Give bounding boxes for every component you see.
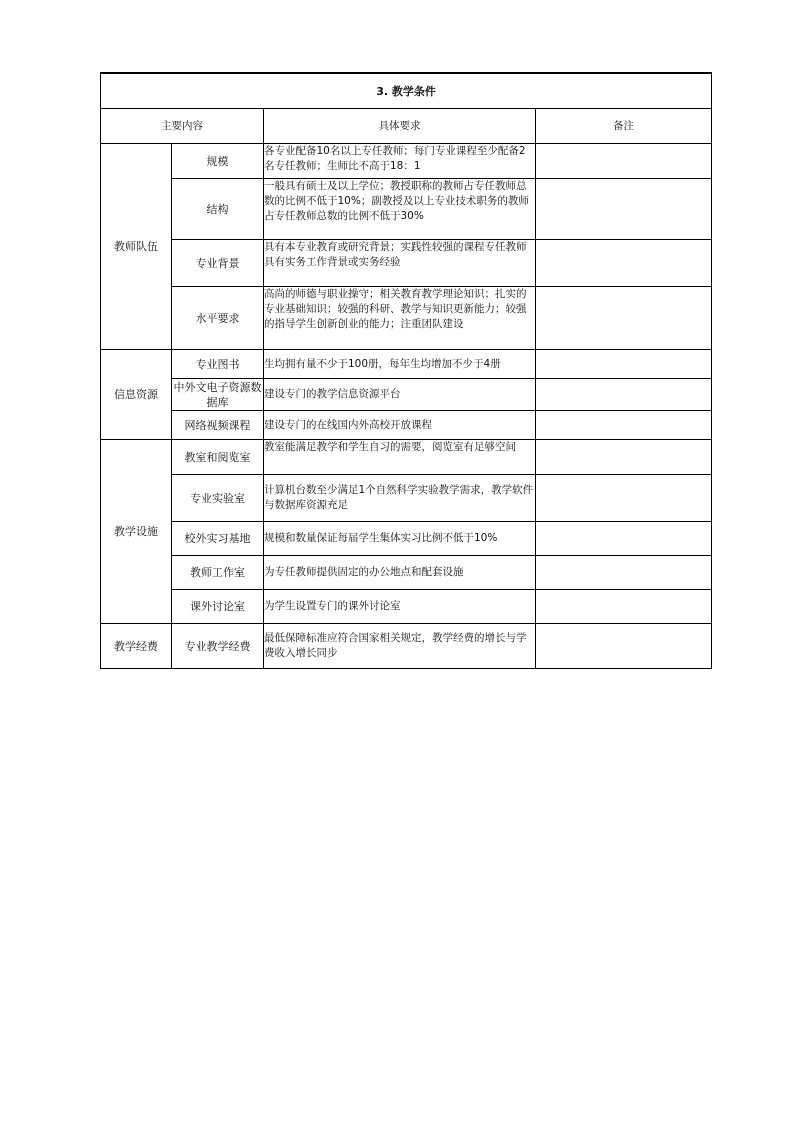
item-note [536,411,712,440]
table-row [101,287,712,350]
table-row [101,179,712,240]
item-note [536,144,712,179]
header-row [101,109,712,144]
item-note [536,590,712,624]
item-name: 教师工作室 [172,556,264,590]
item-note [536,350,712,379]
table-row [101,350,712,379]
item-requirement: 高尚的师德与职业操守；相关教育教学理论知识；扎实的专业基础知识；较强的科研、教学与知识更新能力；较强的指导学生创新创业的能力；注重团队建设 [264,287,536,350]
item-requirement: 为专任教师提供固定的办公地点和配套设施 [264,556,536,590]
item-name: 课外讨论室 [172,590,264,624]
item-name: 中外文电子资源数据库 [173,380,262,409]
item-requirement: 计算机台数至少满足1个自然科学实验教学需求，教学软件与数据库资源充足 [264,475,536,522]
table-title: 3. 教学条件 [101,73,712,109]
item-requirement: 具有本专业教育或研究背景；实践性较强的课程专任教师具有实务工作背景或实务经验 [264,240,536,287]
item-requirement: 各专业配备10名以上专任教师；每门专业课程至少配备2名专任教师；生师比不高于18：1 [264,144,536,179]
table-row [101,475,712,522]
category-cell: 信息资源 [101,350,172,440]
item-note [536,475,712,522]
item-note [536,240,712,287]
item-requirement: 为学生设置专门的课外讨论室 [264,590,536,624]
item-name: 专业图书 [172,350,264,379]
item-requirement: 生均拥有量不少于100册，每年生均增加不少于4册 [264,350,536,379]
category-cell: 教学经费 [101,624,172,669]
header-main-content: 主要内容 [101,109,264,144]
header-note: 备注 [536,109,712,144]
item-name: 专业实验室 [172,475,264,522]
item-note [536,179,712,240]
teaching-conditions-table [100,72,712,669]
item-note [536,287,712,350]
item-requirement: 最低保障标准应符合国家相关规定，教学经费的增长与学费收入增长同步 [264,624,536,669]
category-cell: 教学设施 [101,440,172,624]
item-name: 专业背景 [172,240,264,287]
table-row [101,440,712,475]
table-row [101,556,712,590]
item-name: 教室和阅览室 [172,440,264,475]
item-requirement: 建设专门的在线国内外高校开放课程 [264,411,536,440]
table-row [101,624,712,669]
header-requirement: 具体要求 [264,109,536,144]
item-name: 网络视频课程 [172,411,264,440]
item-name: 校外实习基地 [172,522,264,556]
item-requirement: 规模和数量保证每届学生集体实习比例不低于10% [264,522,536,556]
item-name: 结构 [172,179,264,240]
table-row [101,522,712,556]
category-cell: 教师队伍 [101,144,172,350]
table-row [101,240,712,287]
item-name: 规模 [172,144,264,179]
item-name: 专业教学经费 [172,624,264,669]
item-note [536,556,712,590]
item-name: 水平要求 [172,287,264,350]
table-row [101,590,712,624]
item-note [536,440,712,475]
table-row [101,144,712,179]
title-row [101,73,712,109]
table-row [101,379,712,411]
item-requirement: 一般具有硕士及以上学位；教授职称的教师占专任教师总数的比例不低于10%；副教授及以上专业技术职务的教师占专任教师总数的比例不低于30% [264,179,536,240]
item-note [536,522,712,556]
item-note [536,379,712,411]
item-requirement: 教室能满足教学和学生自习的需要，阅览室有足够空间 [264,440,536,475]
table-row [101,411,712,440]
item-note [536,624,712,669]
item-requirement: 建设专门的教学信息资源平台 [264,379,536,411]
